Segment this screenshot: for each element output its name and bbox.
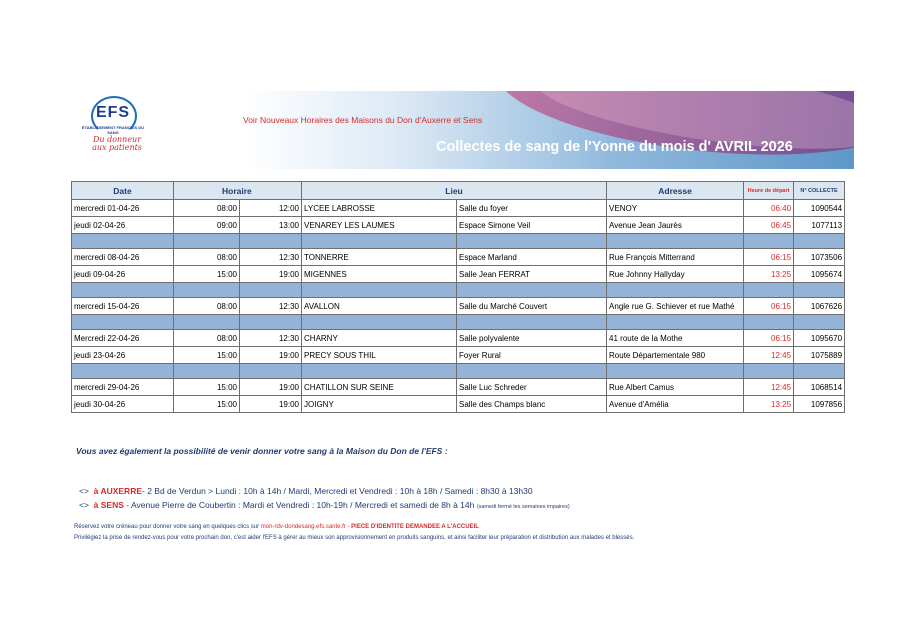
header-num-collecte: N° COLLECTE: [794, 182, 845, 200]
sens-info: [79, 500, 570, 510]
date-cell: jeudi 02-04-26: [72, 217, 174, 234]
header-horaire: Horaire: [174, 182, 302, 200]
id-required-notice: PIECE D'IDENTITE DEMANDEE A L'ACCUEIL: [351, 524, 479, 530]
separator-cell: [744, 364, 794, 379]
location-cell: TONNERRE: [302, 249, 457, 266]
address-cell: Avenue Jean Jaurès: [607, 217, 744, 234]
location-cell: LYCEE LABROSSE: [302, 200, 457, 217]
separator-cell: [72, 234, 174, 249]
end-time-cell: 12:30: [240, 330, 302, 347]
address-cell: Angle rue G. Schiever et rue Mathé: [607, 298, 744, 315]
separator-cell: [174, 315, 240, 330]
collection-number-cell: 1095670: [794, 330, 845, 347]
separator-cell: [607, 234, 744, 249]
new-hours-link[interactable]: Voir Nouveaux Horaires des Maisons du Don d'Auxerre et Sens: [243, 115, 483, 125]
end-time-cell: 19:00: [240, 266, 302, 283]
logo-text: EFS: [95, 104, 131, 121]
location-cell: AVALLON: [302, 298, 457, 315]
separator-cell: [72, 283, 174, 298]
end-time-cell: 19:00: [240, 396, 302, 413]
address-cell: Rue Albert Camus: [607, 379, 744, 396]
table-row: [72, 379, 845, 396]
departure-time-cell: 13:25: [744, 396, 794, 413]
venue-cell: Salle polyvalente: [457, 330, 607, 347]
departure-time-cell: 06:45: [744, 217, 794, 234]
end-time-cell: 19:00: [240, 347, 302, 364]
page-title: Collectes de sang de l'Yonne du mois d' AVRIL 2026: [436, 139, 793, 155]
address-cell: VENOY: [607, 200, 744, 217]
end-time-cell: 13:00: [240, 217, 302, 234]
location-cell: PRECY SOUS THIL: [302, 347, 457, 364]
date-cell: mercredi 08-04-26: [72, 249, 174, 266]
separator-row: [72, 283, 845, 298]
sens-hours: - Avenue Pierre de Coubertin : Mardi et Vendredi : 10h-19h / Mercredi et samedi de 8h à 14h: [123, 500, 477, 510]
separator-cell: [457, 364, 607, 379]
separator-cell: [744, 234, 794, 249]
auxerre-hours: - 2 Bd de Verdun > Lundi : 10h à 14h / Mardi, Mercredi et Vendredi : 10h à 18h / Samedi : 8h30 à 13h30: [142, 486, 533, 496]
table-row: [72, 330, 845, 347]
start-time-cell: 08:00: [174, 249, 240, 266]
location-cell: MIGENNES: [302, 266, 457, 283]
venue-cell: Foyer Rural: [457, 347, 607, 364]
separator-cell: [794, 364, 845, 379]
bullet: <>: [79, 486, 89, 496]
separator-cell: [302, 283, 457, 298]
separator-cell: [457, 234, 607, 249]
separator-cell: [607, 364, 744, 379]
departure-time-cell: 13:25: [744, 266, 794, 283]
table-row: [72, 347, 845, 364]
separator-cell: [457, 283, 607, 298]
logo-subtext: ÉTABLISSEMENT FRANÇAIS DU SANG: [81, 125, 145, 135]
collection-schedule-table: [71, 181, 845, 413]
start-time-cell: 15:00: [174, 379, 240, 396]
start-time-cell: 08:00: [174, 298, 240, 315]
auxerre-city: à AUXERRE: [93, 486, 143, 496]
end-time-cell: 12:30: [240, 249, 302, 266]
start-time-cell: 15:00: [174, 266, 240, 283]
separator-cell: [607, 315, 744, 330]
date-cell: mercredi 15-04-26: [72, 298, 174, 315]
location-cell: VENAREY LES LAUMES: [302, 217, 457, 234]
privilege-notice: Privilégiez la prise de rendez-vous pour votre prochain don, c'est aider l'EFS à gérer au mieux son approvisionnement en produits sanguins, et ainsi faciliter leur préparation et distribution aux malades et blessés.: [74, 535, 635, 541]
header-adresse: Adresse: [607, 182, 744, 200]
logo-slogan: Du donneur aux patients: [92, 135, 142, 152]
table-row: [72, 217, 845, 234]
bullet: <>: [79, 500, 89, 510]
collection-number-cell: 1097856: [794, 396, 845, 413]
separator-row: [72, 315, 845, 330]
separator-cell: [240, 234, 302, 249]
reserve-dash: -: [345, 524, 352, 530]
reserve-text: Réservez votre créneau pour donner votre sang en quelques clics sur: [74, 524, 261, 530]
separator-cell: [174, 234, 240, 249]
sens-city: à SENS: [93, 500, 124, 510]
start-time-cell: 09:00: [174, 217, 240, 234]
address-cell: Rue Johnny Hallyday: [607, 266, 744, 283]
header-date: Date: [72, 182, 174, 200]
separator-cell: [72, 315, 174, 330]
auxerre-info: [79, 486, 533, 496]
date-cell: jeudi 30-04-26: [72, 396, 174, 413]
departure-time-cell: 06:15: [744, 249, 794, 266]
departure-time-cell: 06:15: [744, 298, 794, 315]
header-lieu: Lieu: [302, 182, 607, 200]
date-cell: jeudi 23-04-26: [72, 347, 174, 364]
venue-cell: Espace Simone Veil: [457, 217, 607, 234]
table-row: [72, 249, 845, 266]
table-row: [72, 396, 845, 413]
reservation-link[interactable]: mon-rdv-dondesang.efs.sante.fr: [260, 524, 346, 530]
table-row: [72, 266, 845, 283]
date-cell: mercredi 29-04-26: [72, 379, 174, 396]
separator-cell: [794, 283, 845, 298]
separator-cell: [174, 364, 240, 379]
separator-cell: [744, 315, 794, 330]
separator-cell: [302, 234, 457, 249]
separator-cell: [302, 315, 457, 330]
end-time-cell: 12:00: [240, 200, 302, 217]
address-cell: Rue François Mitterrand: [607, 249, 744, 266]
venue-cell: Salle Luc Schreder: [457, 379, 607, 396]
maison-du-don-intro: Vous avez également la possibilité de venir donner votre sang à la Maison du Don de l'EFS :: [76, 446, 448, 456]
header-banner: [71, 91, 854, 169]
separator-cell: [302, 364, 457, 379]
collection-number-cell: 1068514: [794, 379, 845, 396]
separator-cell: [174, 283, 240, 298]
address-cell: Route Départementale 980: [607, 347, 744, 364]
start-time-cell: 08:00: [174, 200, 240, 217]
collection-number-cell: 1067626: [794, 298, 845, 315]
separator-cell: [240, 364, 302, 379]
separator-cell: [457, 315, 607, 330]
date-cell: Mercredi 22-04-26: [72, 330, 174, 347]
departure-time-cell: 06:15: [744, 330, 794, 347]
sens-note: (samedi fermé les semaines impaires): [476, 504, 570, 510]
separator-cell: [794, 315, 845, 330]
collection-number-cell: 1077113: [794, 217, 845, 234]
table-row: [72, 200, 845, 217]
separator-row: [72, 234, 845, 249]
venue-cell: Espace Marland: [457, 249, 607, 266]
location-cell: CHARNY: [302, 330, 457, 347]
separator-cell: [744, 283, 794, 298]
start-time-cell: 15:00: [174, 347, 240, 364]
table-row: [72, 298, 845, 315]
start-time-cell: 15:00: [174, 396, 240, 413]
separator-cell: [240, 315, 302, 330]
end-time-cell: 19:00: [240, 379, 302, 396]
collection-number-cell: 1095674: [794, 266, 845, 283]
location-cell: JOIGNY: [302, 396, 457, 413]
date-cell: jeudi 09-04-26: [72, 266, 174, 283]
collection-number-cell: 1073506: [794, 249, 845, 266]
venue-cell: Salle du foyer: [457, 200, 607, 217]
separator-cell: [72, 364, 174, 379]
efs-logo: [77, 96, 149, 164]
collection-number-cell: 1090544: [794, 200, 845, 217]
address-cell: 41 route de la Mothe: [607, 330, 744, 347]
collection-number-cell: 1075889: [794, 347, 845, 364]
end-time-cell: 12:30: [240, 298, 302, 315]
separator-row: [72, 364, 845, 379]
venue-cell: Salle des Champs blanc: [457, 396, 607, 413]
venue-cell: Salle Jean FERRAT: [457, 266, 607, 283]
start-time-cell: 08:00: [174, 330, 240, 347]
separator-cell: [607, 283, 744, 298]
separator-cell: [240, 283, 302, 298]
header-heure-depart: Heure de départ: [744, 182, 794, 200]
address-cell: Avenue d'Amélia: [607, 396, 744, 413]
separator-cell: [794, 234, 845, 249]
table-header-row: [72, 182, 845, 200]
departure-time-cell: 06:40: [744, 200, 794, 217]
departure-time-cell: 12:45: [744, 347, 794, 364]
location-cell: CHATILLON SUR SEINE: [302, 379, 457, 396]
departure-time-cell: 12:45: [744, 379, 794, 396]
reservation-line: [74, 524, 479, 530]
date-cell: mercredi 01-04-26: [72, 200, 174, 217]
venue-cell: Salle du Marché Couvert: [457, 298, 607, 315]
